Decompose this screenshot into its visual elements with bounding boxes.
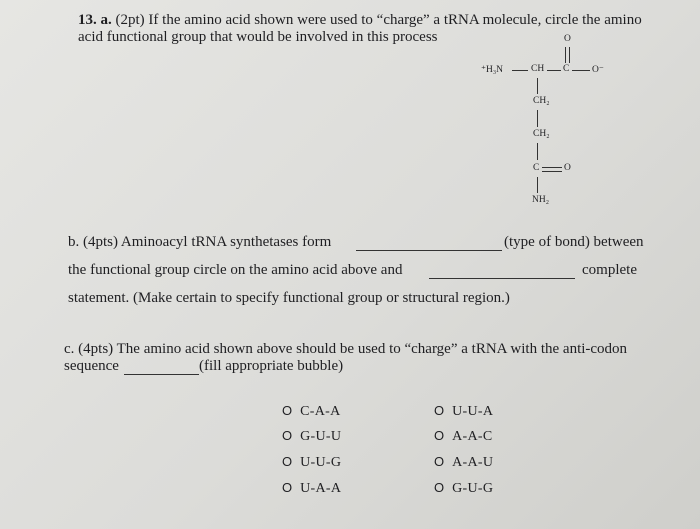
option-gug[interactable]: O G-U-G: [434, 480, 494, 496]
alpha-carbon[interactable]: CH: [531, 64, 545, 74]
option-uug[interactable]: O U-U-G: [282, 454, 342, 470]
double-bond-2: [569, 47, 570, 63]
bubble-icon[interactable]: O: [282, 480, 293, 495]
double-bond-1: [565, 47, 566, 63]
amide-oxygen[interactable]: O: [564, 163, 571, 173]
option-caa[interactable]: O C-A-A: [282, 403, 341, 419]
question-b-line3: statement. (Make certain to specify functional group or structural region.): [68, 290, 510, 306]
question-number: 13.: [78, 12, 97, 28]
beta-carbon[interactable]: CH₂: [533, 96, 550, 106]
part-a-label: a.: [100, 12, 112, 28]
option-uua[interactable]: O U-U-A: [434, 403, 494, 419]
bubble-icon[interactable]: O: [434, 403, 445, 418]
bond-ca-cb: [537, 78, 538, 94]
option-uaa[interactable]: O U-A-A: [282, 480, 342, 496]
amide-carbon[interactable]: C: [533, 163, 540, 173]
question-a-line1: [78, 12, 642, 29]
amide-double-bond-2: [542, 171, 562, 172]
option-guu[interactable]: O G-U-U: [282, 428, 342, 444]
bubble-icon[interactable]: O: [434, 428, 445, 443]
amide-double-bond-1: [542, 167, 562, 168]
sequence-blank[interactable]: [124, 374, 199, 375]
question-b-line1a: b. (4pts) Aminoacyl tRNA synthetases form: [68, 234, 332, 250]
bubble-icon[interactable]: O: [434, 454, 445, 469]
bubble-icon[interactable]: O: [282, 403, 293, 418]
question-a-line2: acid functional group that would be involved in this process: [78, 29, 438, 45]
carboxylate-oxygen[interactable]: O⁻: [592, 65, 604, 75]
amine-group[interactable]: ⁺H₃N: [481, 65, 504, 75]
structure-blank[interactable]: [429, 278, 575, 279]
question-b-line1b: (type of bond) between: [504, 234, 644, 250]
option-aac[interactable]: O A-A-C: [434, 428, 493, 444]
bond-cg-cd: [537, 143, 538, 160]
bond-cb-cg: [537, 110, 538, 127]
carboxyl-carbon[interactable]: C: [563, 64, 570, 74]
question-c-sequence-label: sequence: [64, 358, 119, 374]
bond-cd-n: [537, 177, 538, 193]
bond-type-blank[interactable]: [356, 250, 502, 251]
gamma-carbon[interactable]: CH₂: [533, 129, 550, 139]
option-aau[interactable]: O A-A-U: [434, 454, 494, 470]
amide-nitrogen[interactable]: NH₂: [532, 195, 550, 205]
bubble-icon[interactable]: O: [282, 428, 293, 443]
question-b-line2b: complete: [582, 262, 637, 278]
question-c-fill-label: (fill appropriate bubble): [199, 358, 344, 374]
bond-n-ca: [512, 70, 528, 71]
question-a-text1: (2pt) If the amino acid shown were used to “charge” a tRNA molecule, circle the amino: [115, 12, 642, 28]
carbonyl-oxygen[interactable]: O: [564, 34, 571, 44]
question-b-line2a: the functional group circle on the amino acid above and: [68, 262, 403, 278]
bubble-icon[interactable]: O: [282, 454, 293, 469]
bond-c-o: [572, 70, 590, 71]
bond-ca-c: [547, 70, 561, 71]
bubble-icon[interactable]: O: [434, 480, 445, 495]
question-c-line1: c. (4pts) The amino acid shown above should be used to “charge” a tRNA with the anti-codon: [64, 341, 628, 357]
